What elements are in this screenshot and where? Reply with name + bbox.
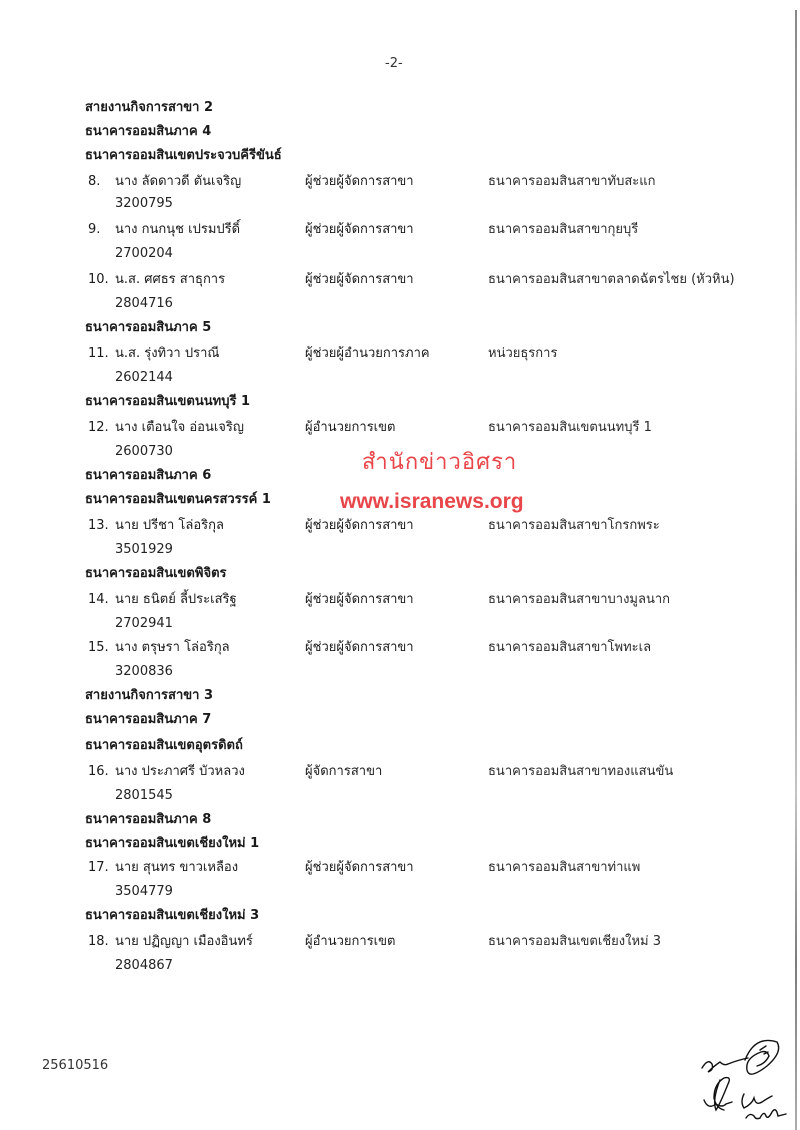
entry-name: น.ส. รุ่งทิวา ปราณี <box>115 346 220 361</box>
entry-position: ผู้ช่วยผู้จัดการสาขา <box>305 174 414 189</box>
entry-name: นาง ตรุษรา โล่อริกุล <box>115 640 230 655</box>
entry-id: 2804867 <box>115 958 173 973</box>
entry-id: 3200795 <box>115 196 173 211</box>
entry-id: 2702941 <box>115 616 173 631</box>
entry-name: นาย ธนิตย์ ลี้ประเสริฐ <box>115 592 237 607</box>
entry-number: 12. <box>88 420 109 435</box>
entry-id: 2602144 <box>115 370 173 385</box>
entry-unit: ธนาคารออมสินสาขาตลาดฉัตรไชย (หัวหิน) <box>488 272 735 287</box>
region-heading: ธนาคารออมสินภาค 7 <box>85 712 212 727</box>
signature-icon <box>690 1030 795 1130</box>
entry-number: 17. <box>88 860 109 875</box>
entry-position: ผู้ช่วยผู้อำนวยการภาค <box>305 346 430 361</box>
entry-position: ผู้ช่วยผู้จัดการสาขา <box>305 640 414 655</box>
entry-name: นาย ปฏิญญา เมืองอินทร์ <box>115 934 253 949</box>
page-number: -2- <box>385 56 403 71</box>
entry-position: ผู้อำนวยการเขต <box>305 420 396 435</box>
district-heading: ธนาคารออมสินเขตเชียงใหม่ 3 <box>85 908 260 923</box>
entry-id: 2801545 <box>115 788 173 803</box>
entry-unit: ธนาคารออมสินสาขาทองแสนขัน <box>488 764 674 779</box>
entry-id: 3504779 <box>115 884 173 899</box>
entry-number: 15. <box>88 640 109 655</box>
entry-number: 13. <box>88 518 109 533</box>
entry-name: นาย สุนทร ขาวเหลือง <box>115 860 239 875</box>
entry-name: นาง ประภาศรี บัวหลวง <box>115 764 245 779</box>
region-heading: ธนาคารออมสินภาค 5 <box>85 320 212 335</box>
entry-unit: ธนาคารออมสินสาขาบางมูลนาก <box>488 592 671 607</box>
entry-name: นาง ลัดดาวดี ตันเจริญ <box>115 174 242 189</box>
entry-position: ผู้ช่วยผู้จัดการสาขา <box>305 272 414 287</box>
district-heading: ธนาคารออมสินเขตนนทบุรี 1 <box>85 394 251 409</box>
entry-unit: ธนาคารออมสินสาขาโกรกพระ <box>488 518 660 533</box>
entry-number: 9. <box>88 222 101 237</box>
watermark-thai: สำนักข่าวอิศรา <box>362 450 518 475</box>
scan-edge-artifact <box>795 10 797 1130</box>
document-code: 25610516 <box>42 1058 109 1073</box>
entry-unit: ธนาคารออมสินเขตนนทบุรี 1 <box>488 420 652 435</box>
entry-id: 2804716 <box>115 296 173 311</box>
entry-unit: หน่วยธุรการ <box>488 346 558 361</box>
district-heading: ธนาคารออมสินเขตพิจิตร <box>85 566 227 581</box>
entry-number: 16. <box>88 764 109 779</box>
section-heading: สายงานกิจการสาขา 3 <box>85 688 214 703</box>
district-heading: ธนาคารออมสินเขตประจวบคีรีขันธ์ <box>85 148 282 163</box>
entry-position: ผู้ช่วยผู้จัดการสาขา <box>305 222 414 237</box>
region-heading: ธนาคารออมสินภาค 6 <box>85 468 212 483</box>
entry-number: 14. <box>88 592 109 607</box>
watermark-url: www.isranews.org <box>340 490 524 513</box>
entry-unit: ธนาคารออมสินเขตเชียงใหม่ 3 <box>488 934 661 949</box>
entry-number: 11. <box>88 346 109 361</box>
entry-number: 10. <box>88 272 109 287</box>
region-heading: ธนาคารออมสินภาค 8 <box>85 812 212 827</box>
entry-name: นาง กนกนุช เปรมปรีดิ์ <box>115 222 241 237</box>
district-heading: ธนาคารออมสินเขตนครสวรรค์ 1 <box>85 492 271 507</box>
entry-position: ผู้จัดการสาขา <box>305 764 383 779</box>
entry-id: 3501929 <box>115 542 173 557</box>
entry-unit: ธนาคารออมสินสาขาโพทะเล <box>488 640 652 655</box>
section-heading: สายงานกิจการสาขา 2 <box>85 100 214 115</box>
region-heading: ธนาคารออมสินภาค 4 <box>85 124 212 139</box>
entry-position: ผู้ช่วยผู้จัดการสาขา <box>305 592 414 607</box>
entry-name: นาง เตือนใจ อ่อนเจริญ <box>115 420 244 435</box>
entry-position: ผู้อำนวยการเขต <box>305 934 396 949</box>
entry-name: น.ส. ศศธร สาธุการ <box>115 272 226 287</box>
district-heading: ธนาคารออมสินเขตอุตรดิตถ์ <box>85 738 243 753</box>
entry-number: 8. <box>88 174 101 189</box>
entry-unit: ธนาคารออมสินสาขาทับสะแก <box>488 174 656 189</box>
entry-unit: ธนาคารออมสินสาขากุยบุรี <box>488 222 639 237</box>
entry-id: 3200836 <box>115 664 173 679</box>
entry-position: ผู้ช่วยผู้จัดการสาขา <box>305 860 414 875</box>
entry-id: 2700204 <box>115 246 173 261</box>
entry-id: 2600730 <box>115 444 173 459</box>
entry-name: นาย ปรีชา โล่อริกุล <box>115 518 225 533</box>
entry-position: ผู้ช่วยผู้จัดการสาขา <box>305 518 414 533</box>
entry-number: 18. <box>88 934 109 949</box>
entry-unit: ธนาคารออมสินสาขาท่าแพ <box>488 860 641 875</box>
district-heading: ธนาคารออมสินเขตเชียงใหม่ 1 <box>85 836 260 851</box>
